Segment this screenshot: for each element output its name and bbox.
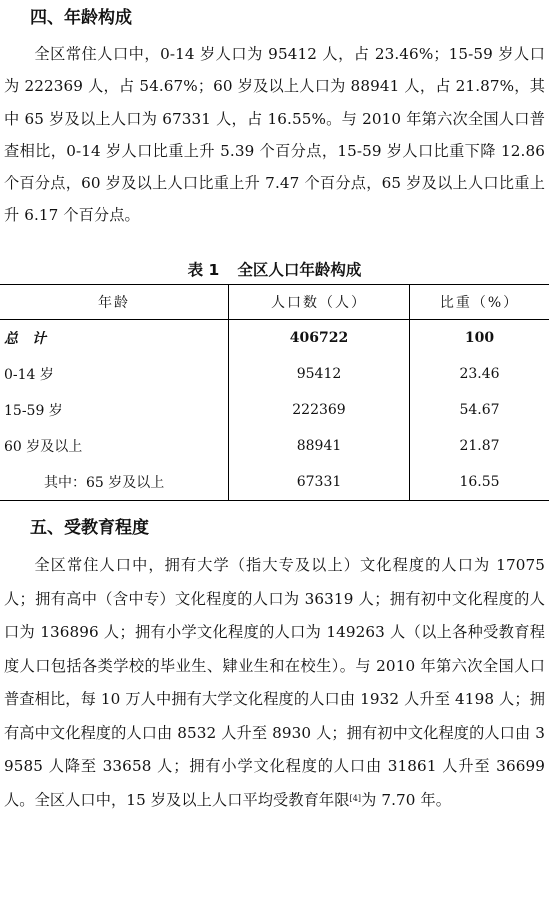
cell-age: 15-59 岁 [0, 392, 229, 428]
table-row [0, 464, 549, 501]
table-number: 表 1 [187, 261, 220, 279]
table-row [0, 356, 549, 392]
table-row-total [0, 320, 549, 357]
cell-population: 88941 [229, 428, 410, 464]
cell-age: 60 岁及以上 [0, 428, 229, 464]
table-row [0, 428, 549, 464]
age-structure-table [0, 284, 549, 501]
header-share: 比重（%） [439, 295, 520, 311]
table-row [0, 392, 549, 428]
cell-age: 0-14 岁 [0, 356, 229, 392]
education-paragraph [4, 549, 545, 817]
cell-share: 21.87 [459, 438, 500, 454]
section-heading-age: 四、年龄构成 [30, 8, 132, 28]
cell-population: 95412 [229, 356, 410, 392]
cell-share: 16.55 [459, 474, 500, 490]
cell-share: 54.67 [459, 402, 500, 418]
education-paragraph-text: 全区常住人口中，拥有大学（指大专及以上）文化程度的人口为 17075 人；拥有高中（含中专）文化程度的人口为 36319 人；拥有初中文化程度的人口为 136896 人；拥有小学文化程度的人口为 149263 人（以上各种受教育程度人口包括各类学校的毕业生、肄业生和在校生）。与 2010 年第六次全国人口普查相比，每 10 万人中拥有大学文化程度的人口由 1932 人升至 4198 人；拥有高中文化程度的人口由 8532 人升至 8930 人；拥有初中文化程度的人口由 39585 人降至 33658 人；拥有小学文化程度的人口由 31861 人升至 36699 人。全区人口中，15 岁及以上人口平均受教育年限 [4, 556, 545, 809]
cell-population: 67331 [229, 464, 410, 501]
cell-age: 其中：65 岁及以上 [0, 464, 229, 501]
age-paragraph: 全区常住人口中，0-14 岁人口为 95412 人，占 23.46%；15-59 岁人口为 222369 人，占 54.67%；60 岁及以上人口为 88941 人，占 21.87%，其中 65 岁及以上人口为 67331 人，占 16.55%。与 2010 年第六次全国人口普查相比，0-14 岁人口比重上升 5.39 个百分点，15-59 岁人口比重下降 12.86 个百分点，60 岁及以上人口比重上升 7.47 个百分点，65 岁及以上人口比重上升 6.17 个百分点。 [4, 45, 545, 225]
cell-age: 总计 [0, 320, 229, 357]
table-title-text: 全区人口年龄构成 [237, 261, 362, 279]
cell-population: 222369 [229, 392, 410, 428]
table-header-row [0, 285, 549, 320]
header-population: 人口数（人） [229, 285, 410, 320]
footnote-mark: [4] [349, 793, 362, 803]
header-age: 年龄 [0, 285, 229, 320]
table-title [0, 259, 549, 281]
education-paragraph-end: 为 7.70 年。 [361, 790, 452, 809]
section-heading-education: 五、受教育程度 [30, 518, 149, 538]
cell-population: 406722 [229, 320, 410, 357]
cell-share: 23.46 [459, 366, 500, 382]
cell-share: 100 [464, 330, 495, 346]
